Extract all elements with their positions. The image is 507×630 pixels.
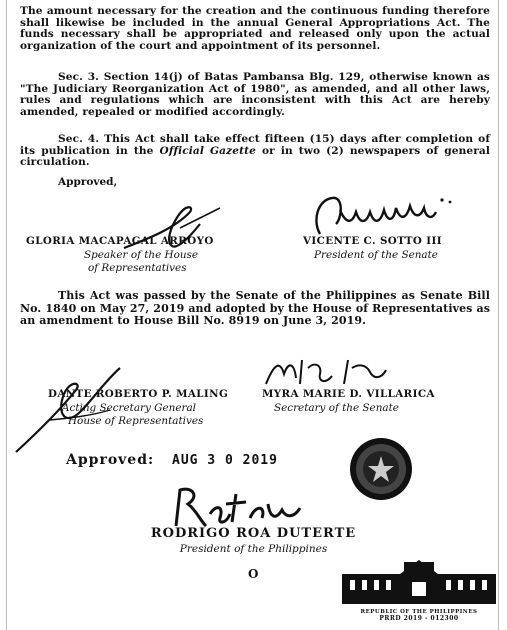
- senate-president-title: President of the Senate: [314, 249, 438, 261]
- president-title: President of the Philippines: [179, 543, 328, 555]
- secretary-general-title-1: Acting Secretary General: [62, 402, 196, 414]
- approval-label: Approved:: [66, 452, 155, 468]
- speaker-title-1: Speaker of the House: [84, 249, 199, 261]
- malacanang-palace-icon: [342, 560, 496, 604]
- speaker-title-2: of Representatives: [88, 262, 187, 274]
- section-4-paragraph: [20, 134, 490, 169]
- presidential-seal-icon: [348, 436, 414, 502]
- approval-date-stamp: AUG 3 0 2019: [172, 453, 278, 468]
- president-name: RODRIGO ROA DUTERTE: [150, 526, 357, 541]
- stamp-line-2: PRRD 2019 - 012300: [379, 615, 459, 622]
- president-signature: [170, 484, 320, 530]
- approved-label: Approved,: [58, 176, 118, 188]
- senate-president-name: VICENTE C. SOTTO III: [303, 235, 442, 247]
- passage-paragraph: This Act was passed by the Senate of the Philippines as Senate Bill No. 1840 on May 27, 2019 and adopted by the House of Representatives as an amendment to House Bill No. 8919 on June 3, 2019.: [20, 289, 490, 327]
- page-mark: O: [248, 567, 259, 581]
- secretary-general-name: DANTE ROBERTO P. MALING: [48, 388, 229, 400]
- senate-secretary-name: MYRA MARIE D. VILLARICA: [262, 388, 435, 400]
- section-4-text-b: or in two (2) newspapers of general circulation.: [20, 144, 490, 168]
- speaker-name: GLORIA MACAPAGAL ARROYO: [26, 235, 214, 247]
- senate-secretary-signature: [262, 354, 392, 390]
- secretary-general-title-2: House of Representatives: [68, 415, 204, 427]
- malacanang-stamp: [342, 560, 496, 626]
- senate-president-signature: [308, 190, 458, 238]
- section-4-text-a: Sec. 4. This Act shall take effect fifteen (15) days after completion of its publication in the: [20, 133, 490, 157]
- section-3-paragraph: Sec. 3. Section 14(j) of Batas Pambansa Blg. 129, otherwise known as "The Judiciary Reorganization Act of 1980", as amended, and all other laws, rules and regulations which are inconsistent with this Act are hereby amended, repealed or modified accordingly.: [20, 71, 490, 118]
- senate-secretary-title: Secretary of the Senate: [274, 402, 399, 414]
- stamp-line-1: REPUBLIC OF THE PHILIPPINES: [360, 609, 478, 615]
- funding-paragraph: The amount necessary for the creation and the continuous funding therefore shall likewise be included in the annual General Appropriations Act. The funds necessary shall be appropriated and released only upon the actual organization of the court and appointment of its personnel.: [20, 5, 490, 52]
- official-gazette-text: Official Gazette: [159, 144, 256, 157]
